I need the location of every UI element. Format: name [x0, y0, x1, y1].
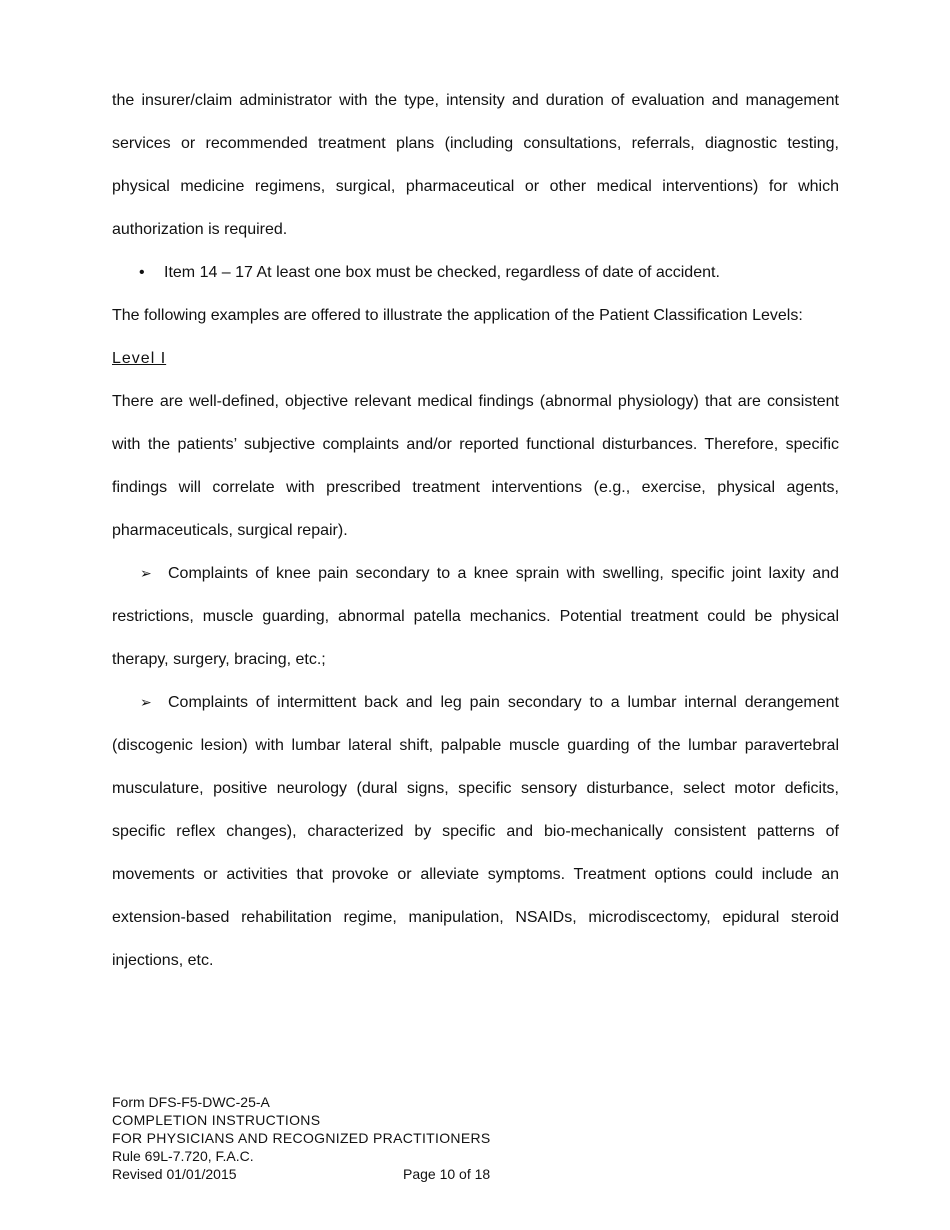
footer-title-line-1: COMPLETION INSTRUCTIONS	[112, 1112, 321, 1128]
document-body	[112, 79, 839, 982]
arrow-bullet-icon: ➢	[140, 565, 152, 581]
bullet-item-14-17	[112, 251, 839, 294]
footer-form-id: Form DFS-F5-DWC-25-A	[112, 1094, 270, 1110]
footer-rule: Rule 69L-7.720, F.A.C.	[112, 1148, 254, 1164]
example-knee-pain	[112, 552, 839, 681]
footer-last-row	[112, 1165, 612, 1183]
example-back-leg-pain-text: Complaints of intermittent back and leg pain secondary to a lumbar internal derangement (discogenic lesion) with lumbar lateral shift, palpable muscle guarding of the lumbar paravertebral musculature, positive neurology (dural signs, specific sensory disturbance, select motor deficits, specific reflex changes), characterized by specific and bio-mechanically consistent patterns of movements or activities that provoke or alleviate symptoms. Treatment options could include an extension-based rehabilitation regime, manipulation, NSAIDs, microdiscectomy, epidural steroid injections, etc.	[112, 694, 839, 969]
footer-page-number: Page 10 of 18	[403, 1166, 491, 1182]
footer-title-line-2: FOR PHYSICIANS AND RECOGNIZED PRACTITIONERS	[112, 1130, 491, 1146]
page-footer	[112, 1093, 612, 1183]
bullet-icon: •	[139, 264, 145, 281]
paragraph-insurer-services: the insurer/claim administrator with the type, intensity and duration of evaluation and management services or recommended treatment plans (including consultations, referrals, diagnostic testing, physical medicine regimens, surgical, pharmaceutical or other medical interventions) for which authorization is required.	[112, 92, 839, 238]
paragraph-level-i-description: There are well-defined, objective relevant medical findings (abnormal physiology) that are consistent with the patients’ subjective complaints and/or reported functional disturbances. Therefore, specific findings will correlate with prescribed treatment interventions (e.g., exercise, physical agents, pharmaceuticals, surgical repair).	[112, 393, 839, 539]
example-back-leg-pain	[112, 681, 839, 982]
example-knee-pain-text: Complaints of knee pain secondary to a knee sprain with swelling, specific joint laxity and restrictions, muscle guarding, abnormal patella mechanics. Potential treatment could be physical therapy, surgery, bracing, etc.;	[112, 565, 839, 668]
heading-level-i: Level I	[112, 350, 167, 367]
paragraph-examples-intro: The following examples are offered to illustrate the application of the Patient Classification Levels:	[112, 307, 803, 324]
bullet-item-text: Item 14 – 17 At least one box must be checked, regardless of date of accident.	[164, 264, 720, 281]
arrow-bullet-icon: ➢	[140, 694, 152, 710]
footer-revised-date: Revised 01/01/2015	[112, 1166, 237, 1182]
